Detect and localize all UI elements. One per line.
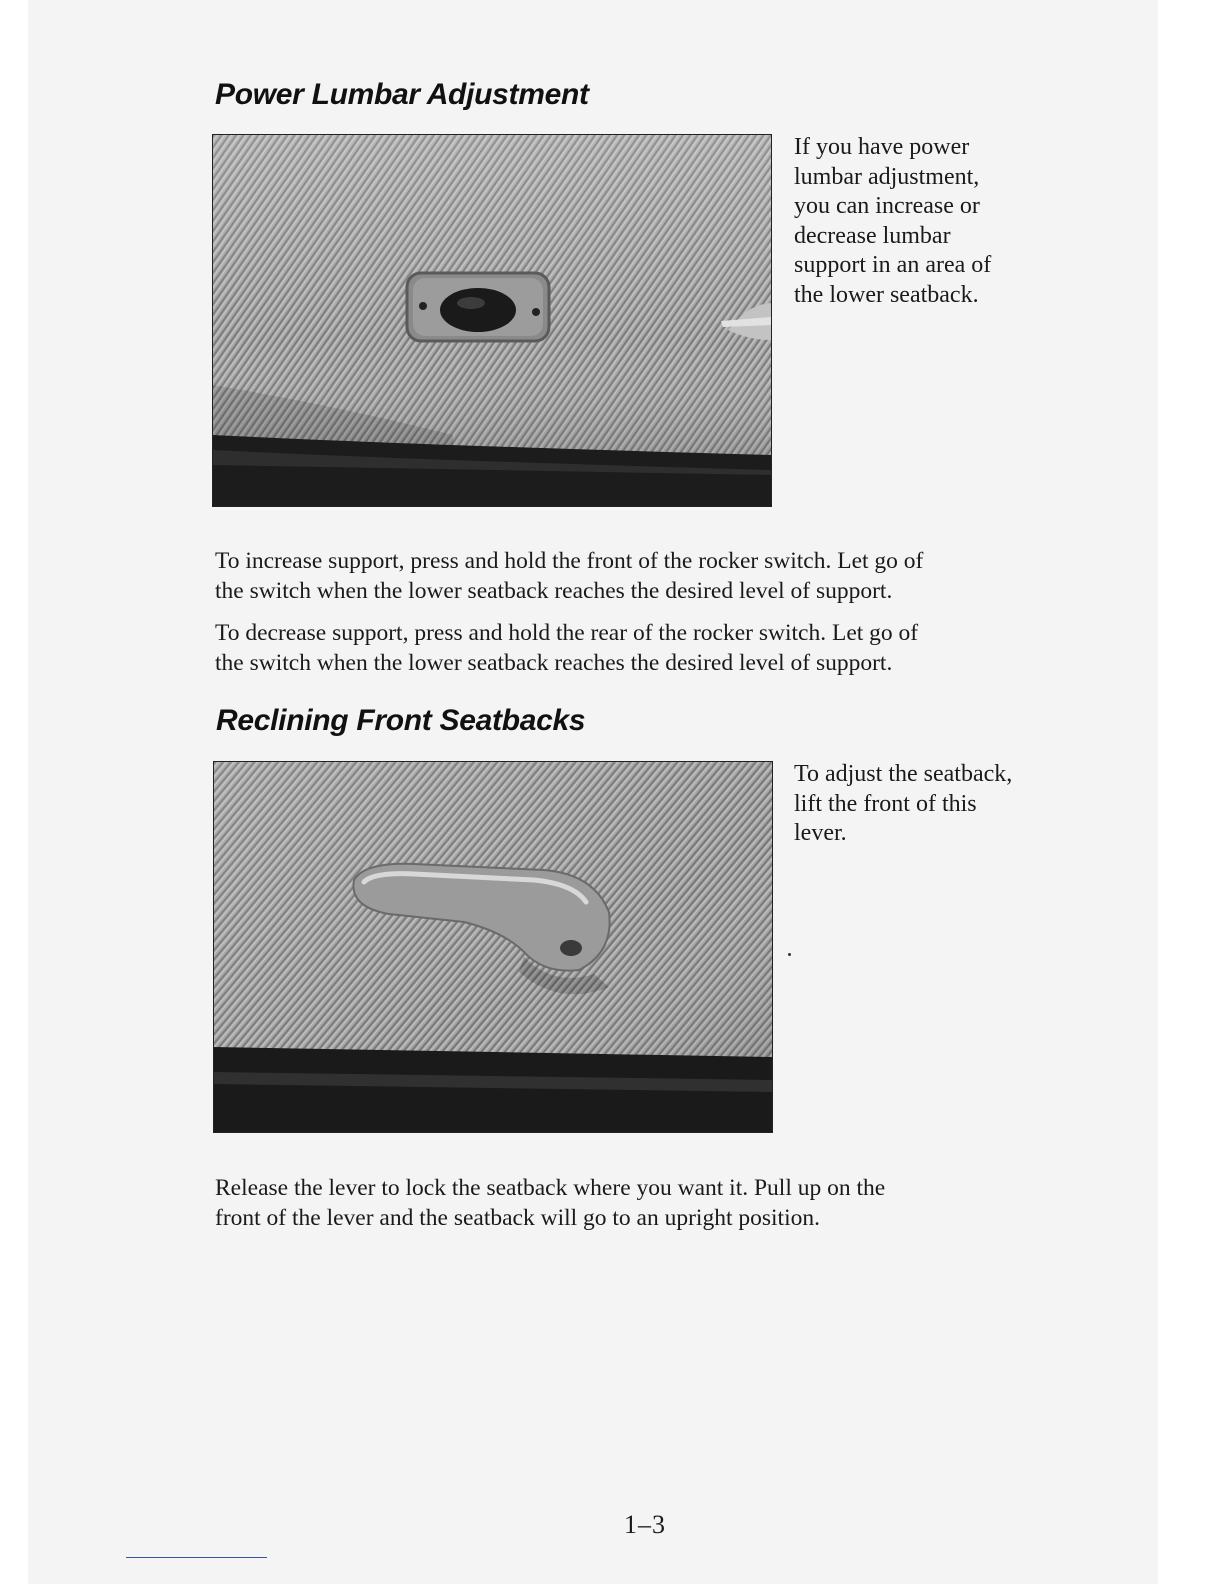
- lumbar-side-line: the lower seatback.: [794, 281, 979, 308]
- increase-support-paragraph: [215, 546, 1045, 606]
- recliner-side-line: lift the front of this: [794, 790, 977, 817]
- recliner-side-line: To adjust the seatback,: [794, 761, 1013, 787]
- paragraph-line: To increase support, press and hold the front of the rocker switch. Let go of: [215, 548, 924, 574]
- paragraph-line: To decrease support, press and hold the rear of the rocker switch. Let go of: [215, 620, 919, 646]
- page-number: 1–3: [624, 1510, 666, 1539]
- lumbar-side-text: [794, 133, 1054, 311]
- lumbar-switch-photo: [212, 134, 772, 507]
- paragraph-line: front of the lever and the seatback will go to an upright position.: [215, 1205, 820, 1231]
- stray-mark: [788, 953, 791, 956]
- recliner-side-line: lever.: [794, 820, 847, 847]
- section-title-power-lumbar: Power Lumbar Adjustment: [215, 78, 589, 111]
- footer-rule: [126, 1557, 267, 1558]
- lumbar-side-line: decrease lumbar: [794, 222, 951, 249]
- decrease-support-paragraph: [215, 618, 1045, 678]
- paragraph-line: Release the lever to lock the seatback where you want it. Pull up on the: [215, 1175, 886, 1201]
- recliner-side-text: [794, 760, 1064, 849]
- recliner-lever-photo: [213, 761, 773, 1133]
- release-lever-paragraph: [215, 1173, 1045, 1233]
- paragraph-line: the switch when the lower seatback reaches the desired level of support.: [215, 650, 893, 676]
- paragraph-line: the switch when the lower seatback reaches the desired level of support.: [215, 578, 893, 604]
- lumbar-side-line: If you have power: [794, 134, 970, 160]
- lumbar-side-line: you can increase or: [794, 193, 980, 220]
- section-title-reclining-seatbacks: Reclining Front Seatbacks: [216, 704, 586, 737]
- lumbar-side-line: lumbar adjustment,: [794, 163, 980, 190]
- lumbar-side-line: support in an area of: [794, 252, 992, 279]
